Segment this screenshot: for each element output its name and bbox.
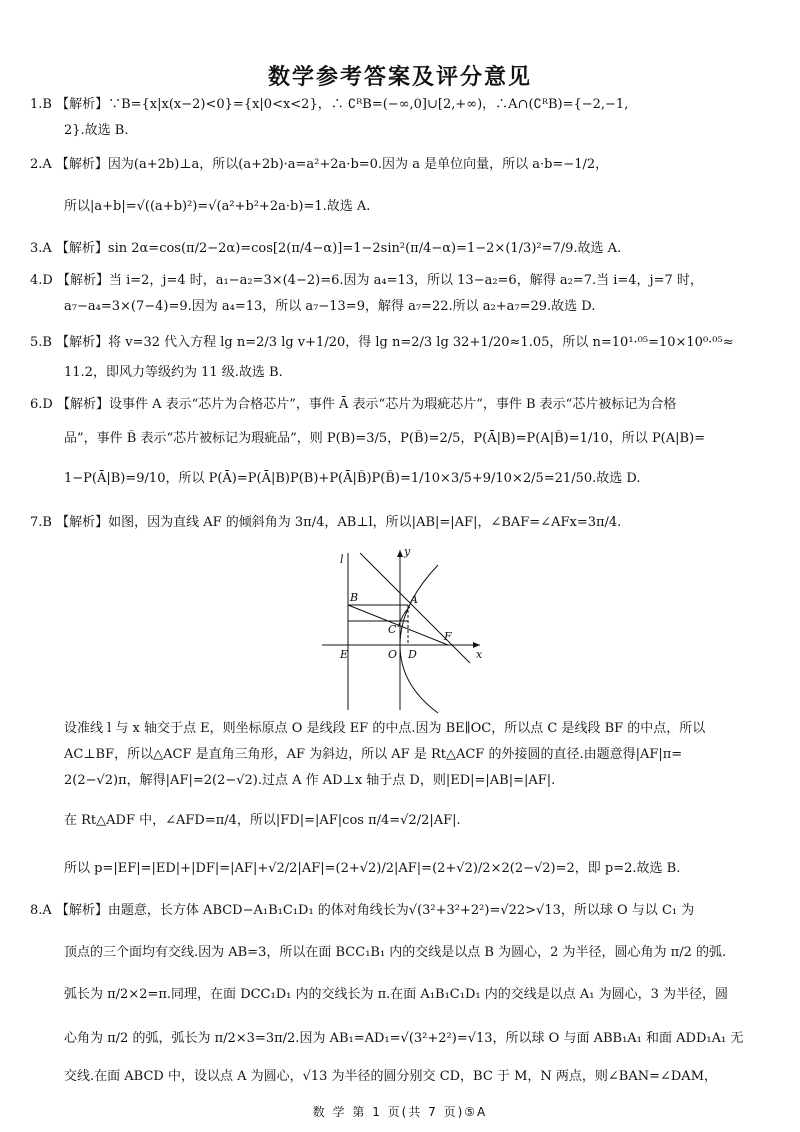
- line-af: [360, 553, 470, 663]
- text-line-q6-2: 品”，事件 B̄ 表示“芯片被标记为瑕疵品”，则 P(B)=3/5，P(B̄)=2/5，P(Ā|B)=P(A|B̄)=1/10，所以 P(A|B)=: [64, 431, 706, 446]
- page-title: 数学参考答案及评分意见: [267, 65, 532, 90]
- text-line-q5-2: 11.2，即风力等级约为 11 级.故选 B.: [64, 365, 283, 380]
- label-b: B: [350, 591, 359, 604]
- text-line-q1-2: 2}.故选 B.: [64, 123, 129, 138]
- label-a: A: [410, 593, 418, 606]
- text-line-q7-3: AC⊥BF，所以△ACF 是直角三角形，AF 为斜边，所以 AF 是 Rt△ACF 的外接圆的直径.由题意得|AF|π=: [64, 747, 683, 762]
- label-l: l: [340, 553, 344, 566]
- text-line-q8-5: 交线.在面 ABCD 中，设以点 A 为圆心，√13 为半径的圆分别交 CD，BC 于 M，N 两点，则∠BAN=∠DAM，: [64, 1069, 718, 1084]
- label-e: E: [340, 648, 349, 661]
- text-line-q7-2: 设准线 l 与 x 轴交于点 E，则坐标原点 O 是线段 EF 的中点.因为 BE∥OC，所以点 C 是线段 BF 的中点，所以: [64, 721, 706, 736]
- label-y: y: [404, 545, 411, 558]
- text-line-q2-2: 所以|a+b|=√((a+b)²)=√(a²+b²+2a·b)=1.故选 A.: [64, 199, 371, 214]
- page-footer: 数 学 第 1 页(共 7 页)⑤A: [312, 1105, 488, 1119]
- text-line-q8-3: 弧长为 π/2×2=π.同理，在面 DCC₁D₁ 内的交线长为 π.在面 A₁B₁C₁D₁ 内的交线是以点 A₁ 为圆心，3 为半径，圆: [64, 987, 728, 1002]
- label-x: x: [476, 648, 483, 661]
- text-line-q4-2: a₇−a₄=3×(7−4)=9.因为 a₄=13，所以 a₇−13=9，解得 a₇=22.所以 a₂+a₇=29.故选 D.: [64, 299, 596, 314]
- segment-bf: [348, 605, 448, 645]
- text-line-q2-1: 2.A 【解析】因为(a+2b)⊥a，所以(a+2b)·a=a²+2a·b=0.因为 a 是单位向量，所以 a·b=−1/2，: [30, 157, 609, 172]
- label-d: D: [408, 648, 417, 661]
- text-line-q3-1: 3.A 【解析】sin 2α=cos(π/2−2α)=cos[2(π/4−α)]=1−2sin²(π/4−α)=1−2×(1/3)²=7/9.故选 A.: [30, 241, 622, 256]
- text-line-q8-4: 心角为 π/2 的弧，弧长为 π/2×3=3π/2.因为 AB₁=AD₁=√(3²+2²)=√13，所以球 O 与面 ABB₁A₁ 和面 ADD₁A₁ 无: [64, 1031, 744, 1046]
- text-line-q8-1: 8.A 【解析】由题意，长方体 ABCD−A₁B₁C₁D₁ 的体对角线长为√(3²+3²+2²)=√22>√13，所以球 O 与以 C₁ 为: [30, 903, 695, 918]
- label-o: O: [388, 648, 398, 661]
- text-line-q7-5: 在 Rt△ADF 中，∠AFD=π/4，所以|FD|=|AF|cos π/4=√2/2|AF|.: [64, 813, 461, 828]
- text-line-q7-4: 2(2−√2)π，解得|AF|=2(2−√2).过点 A 作 AD⊥x 轴于点 D，则|ED|=|AB|=|AF|.: [64, 773, 556, 788]
- text-line-q7-1: 7.B 【解析】如图，因为直线 AF 的倾斜角为 3π/4，AB⊥l，所以|AB|=|AF|，∠BAF=∠AFx=3π/4.: [30, 515, 622, 530]
- text-line-q7-6: 所以 p=|EF|=|ED|+|DF|=|AF|+√2/2|AF|=(2+√2)/2|AF|=(2+√2)/2×2(2−√2)=2，即 p=2.故选 B.: [64, 861, 681, 876]
- parabola-curve-lower: [400, 645, 438, 713]
- text-line-q1-1: 1.B 【解析】∵B={x|x(x−2)<0}={x|0<x<2}，∴ ∁ᴿB=(−∞,0]∪[2,+∞)，∴A∩(∁ᴿB)={−2,−1,: [30, 97, 629, 112]
- label-f: F: [444, 630, 452, 643]
- text-line-q6-1: 6.D 【解析】设事件 A 表示“芯片为合格芯片”，事件 Ā 表示“芯片为瑕疵芯片”，事件 B 表示“芯片被标记为合格: [30, 397, 677, 412]
- text-line-q4-1: 4.D 【解析】当 i=2，j=4 时，a₁−a₂=3×(4−2)=6.因为 a₄=13，所以 13−a₂=6，解得 a₂=7.当 i=4，j=7 时，: [30, 273, 703, 288]
- text-line-q6-3: 1−P(Ā|B)=9/10，所以 P(Ā)=P(Ā|B)P(B)+P(Ā|B̄)P(B̄)=1/10×3/5+9/10×2/5=21/50.故选 D.: [64, 471, 641, 486]
- text-line-q8-2: 顶点的三个面均有交线.因为 AB=3，所以在面 BCC₁B₁ 内的交线是以点 B 为圆心，2 为半径，圆心角为 π/2 的弧.: [64, 945, 727, 960]
- y-axis-arrow: [397, 550, 403, 557]
- label-c: C: [388, 623, 397, 636]
- parabola-diagram: [320, 545, 490, 715]
- text-line-q5-1: 5.B 【解析】将 v=32 代入方程 lg n=2/3 lg v+1/20，得 lg n=2/3 lg 32+1/20≈1.05，所以 n=10¹·⁰⁵=10×10⁰·⁰⁵≈: [30, 335, 734, 350]
